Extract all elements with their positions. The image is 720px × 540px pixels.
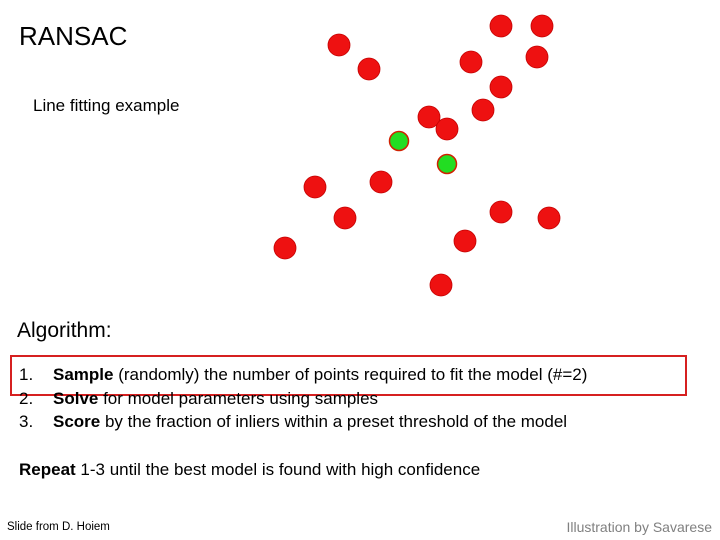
data-point — [334, 207, 356, 229]
data-point — [370, 171, 392, 193]
illustration-credit: Illustration by Savarese — [566, 519, 712, 535]
repeat-keyword: Repeat — [19, 460, 76, 479]
algorithm-heading: Algorithm: — [17, 319, 112, 342]
slide-title: RANSAC — [19, 21, 128, 51]
data-point — [454, 230, 476, 252]
step-keyword: Solve — [53, 388, 99, 408]
step-text: (randomly) the number of points required to fit the model (#=2) — [113, 365, 588, 384]
data-point — [430, 274, 452, 296]
data-point — [526, 46, 548, 68]
data-point — [490, 15, 512, 37]
data-point — [531, 15, 553, 37]
slide-credit: Slide from D. Hoiem — [7, 521, 110, 533]
step-number: 3. — [19, 412, 34, 431]
data-point — [436, 118, 458, 140]
repeat-instruction — [19, 459, 480, 481]
data-point — [304, 176, 326, 198]
sampled-point — [438, 155, 457, 174]
data-point — [358, 58, 380, 80]
data-point — [538, 207, 560, 229]
step-number: 1. — [19, 365, 34, 384]
data-point — [328, 34, 350, 56]
data-point — [460, 51, 482, 73]
algorithm-step-3 — [19, 410, 587, 434]
algorithm-steps-list — [19, 363, 587, 434]
subtitle: Line fitting example — [33, 96, 180, 115]
algorithm-step-1 — [19, 363, 587, 387]
algorithm-step-2 — [19, 387, 587, 411]
repeat-text: 1-3 until the best model is found with high confidence — [75, 460, 481, 479]
step-keyword: Score — [53, 412, 101, 431]
step-text: for model parameters using samples — [98, 388, 379, 408]
step-number: 2. — [19, 388, 34, 408]
step-keyword: Sample — [53, 365, 114, 384]
step-text: by the fraction of inliers within a preset threshold of the model — [100, 412, 568, 431]
data-point — [472, 99, 494, 121]
sampled-point — [390, 132, 409, 151]
data-point — [274, 237, 296, 259]
data-point — [490, 76, 512, 98]
data-point — [490, 201, 512, 223]
